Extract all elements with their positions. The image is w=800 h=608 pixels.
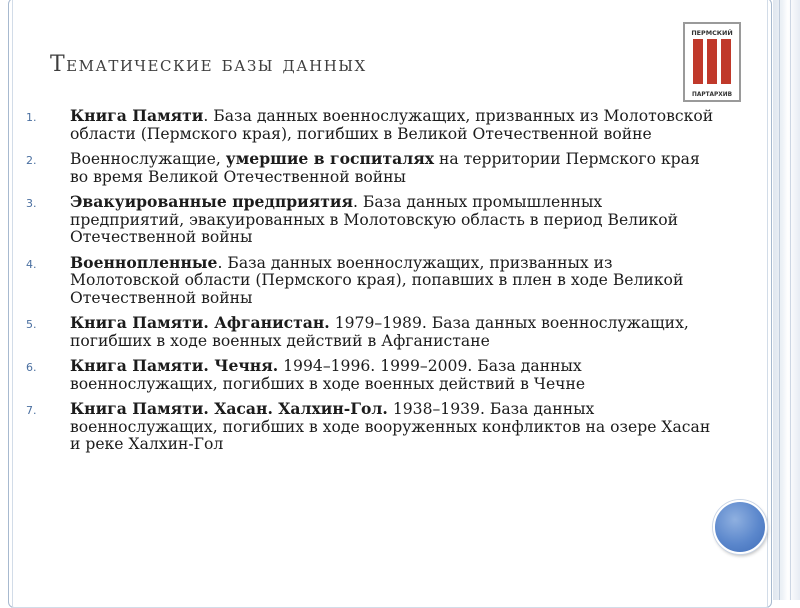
item-number: 3. bbox=[26, 197, 37, 210]
decorative-line bbox=[790, 0, 791, 600]
item-pre-text: Военнослужащие, bbox=[70, 150, 226, 168]
slide-title: Тематические базы данных bbox=[50, 52, 367, 77]
decorative-circle bbox=[713, 500, 767, 554]
item-number: 2. bbox=[26, 154, 37, 167]
item-number: 4. bbox=[26, 257, 37, 271]
item-bold-text: Книга Памяти. Чечня. bbox=[70, 356, 279, 375]
list-item bbox=[26, 254, 716, 308]
item-text: . База данных промышленных предприятий, эвакуированных в Молотовскую область в период Великой Отечественной войны bbox=[70, 193, 679, 246]
item-text: на территории Пермского края во время Великой Отечественной войны bbox=[70, 150, 700, 186]
item-bold-text: Книга Памяти bbox=[70, 106, 204, 125]
item-text: 1979–1989. База данных военнослужащих, погибших в ходе военных действий в Афганистане bbox=[70, 314, 689, 350]
item-bold-text: Эвакуированные предприятия bbox=[70, 192, 353, 211]
item-text: 1938–1939. База данных военнослужащих, погибших в ходе вооруженных конфликтов на озере Хасан и реке Халхин-Гол bbox=[70, 400, 711, 453]
list-item bbox=[26, 193, 716, 247]
decorative-right-band bbox=[773, 0, 800, 600]
database-list bbox=[26, 107, 716, 461]
item-number: 6. bbox=[26, 361, 37, 374]
item-number: 7. bbox=[26, 404, 37, 417]
item-text: 1994–1996. 1999–2009. База данных военнослужащих, погибших в ходе военных действий в Чечне bbox=[70, 357, 586, 393]
logo-bottom-text: ПАРТАРХИВ bbox=[691, 92, 733, 98]
item-text: . База данных военнослужащих, призванных из Молотовской области (Пермского края), попавших в плен в ходе Великой Отечественной войны bbox=[70, 253, 684, 307]
item-text: . База данных военнослужащих, призванных из Молотовской области (Пермского края), погибших в Великой Отечественной войне bbox=[70, 107, 714, 143]
list-item bbox=[26, 400, 716, 454]
list-item bbox=[26, 107, 716, 143]
permsky-partarkhiv-logo bbox=[683, 22, 741, 102]
list-item bbox=[26, 314, 716, 350]
list-item bbox=[26, 150, 716, 186]
decorative-line bbox=[779, 0, 780, 600]
item-number: 5. bbox=[26, 318, 37, 331]
item-bold-text: умершие в госпиталях bbox=[225, 149, 435, 168]
item-bold-text: Книга Памяти. Хасан. Халхин-Гол. bbox=[70, 399, 388, 418]
item-bold-text: Книга Памяти. Афганистан. bbox=[70, 313, 330, 332]
list-item bbox=[26, 357, 716, 393]
item-bold-text: Военнопленные bbox=[70, 252, 218, 272]
logo-top-text: ПЕРМСКИЙ bbox=[691, 29, 733, 37]
item-number: 1. bbox=[26, 111, 37, 124]
